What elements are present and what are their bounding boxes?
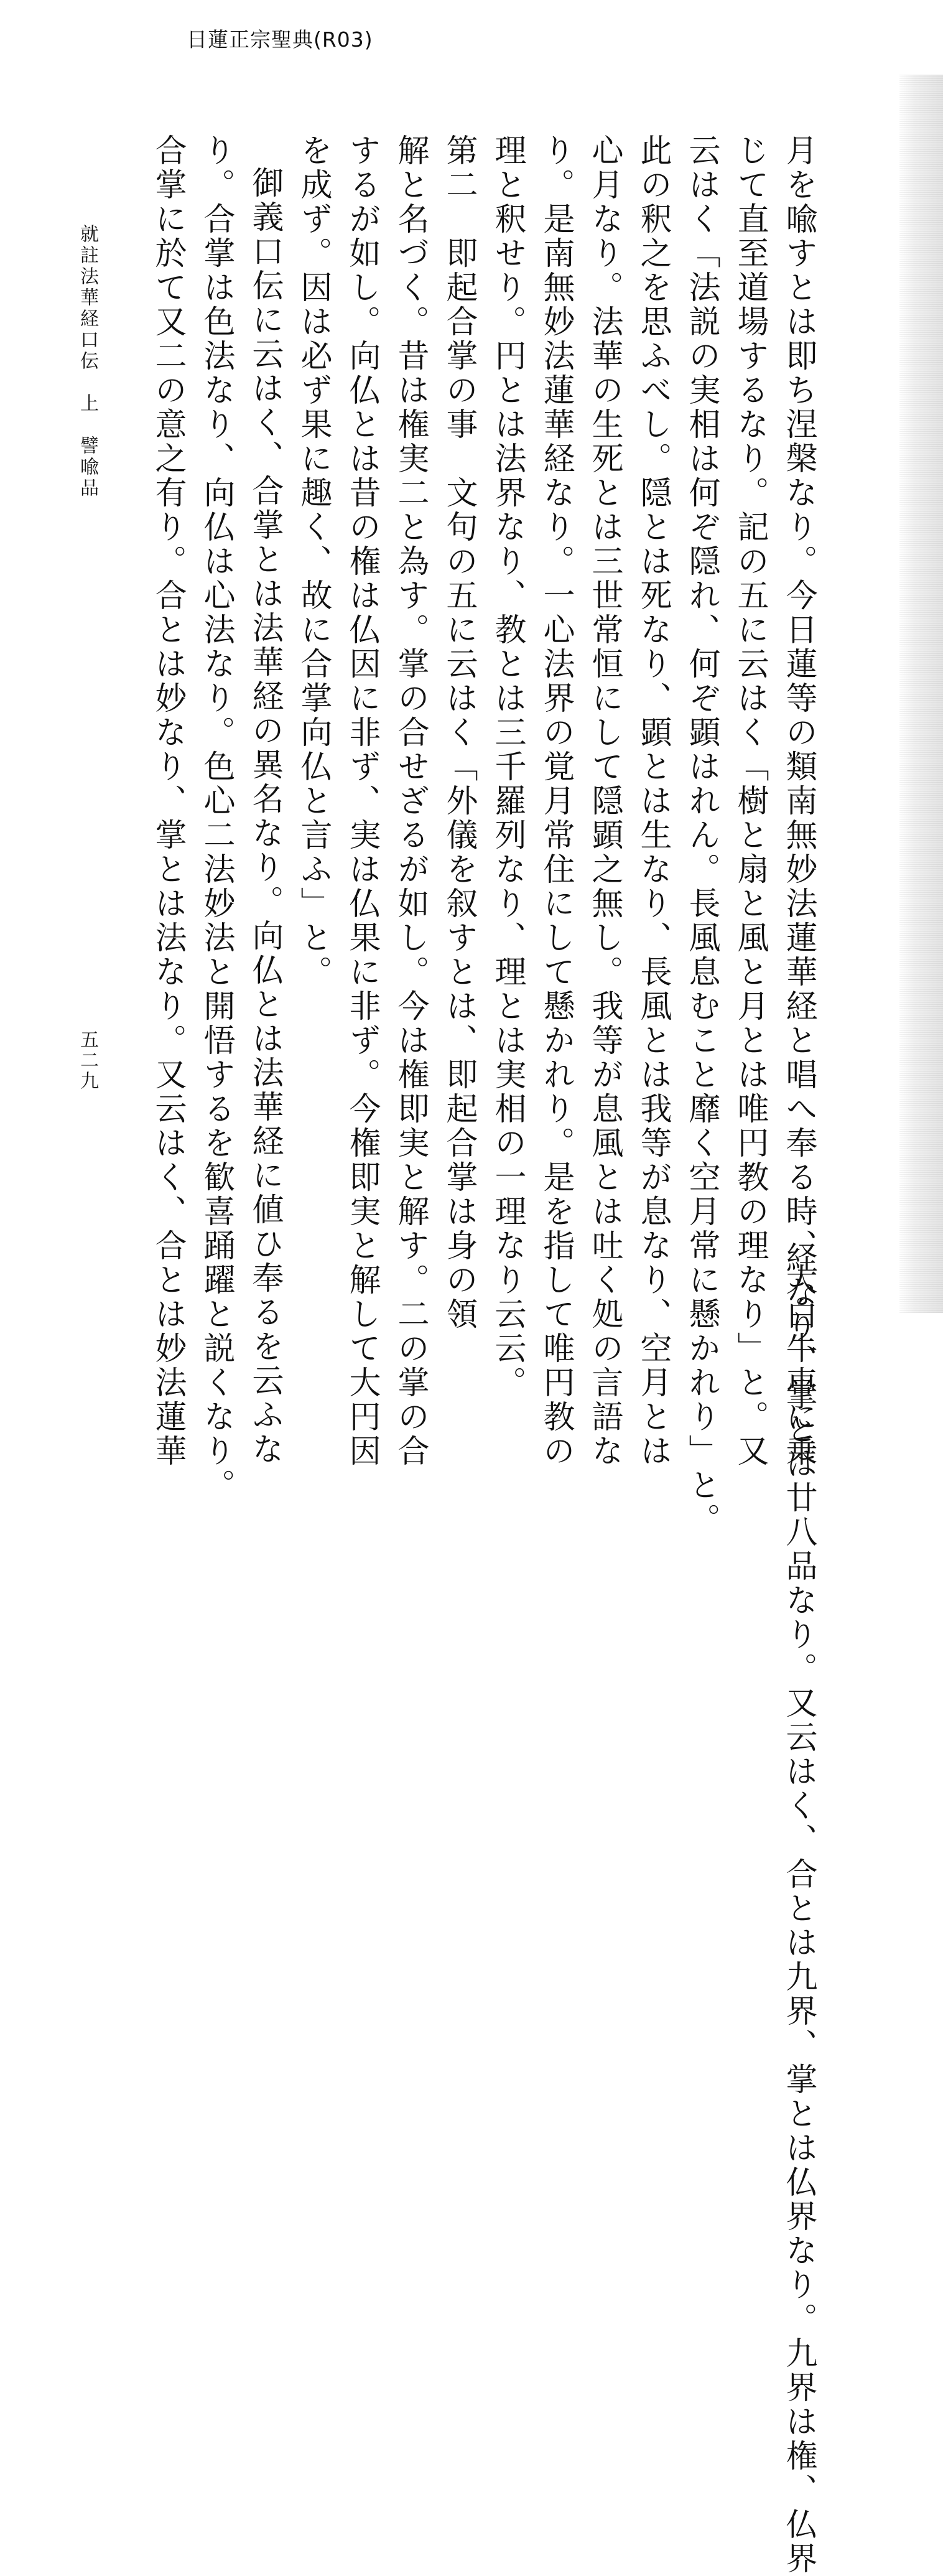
text-column: 云はく「法説の実相は何ぞ隠れ、何ぞ顕はれん。長風息むこと靡く空月常に懸かれり」と。 — [683, 134, 720, 1537]
text-column: 経なり、掌とは廿八品なり。又云はく、合とは九界、掌とは仏界なり。九界は権、仏界 — [780, 1241, 817, 2576]
scan-edge-shading — [899, 75, 943, 1313]
paragraph-start-column: 御義口伝に云はく、合掌とは法華経の異名なり。向仏とは法華経に値ひ奉るを云ふな — [246, 166, 283, 1467]
text-column: するが如し。向仏とは昔の権は仏因に非ず、実は仏果に非ず。今権即実と解して大円因 — [343, 134, 380, 1468]
text-column: り。合掌は色法なり、向仏は心法なり。色心二法妙法と開悟するを歓喜踊躍と説くなり。 — [198, 134, 235, 1503]
text-column: 心月なり。法華の生死とは三世常恒にして隠顕之無し。我等が息風とは吐く処の言語な — [586, 134, 623, 1468]
page-number: 五二九 — [77, 1030, 98, 1091]
text-column: 合掌に於て又二の意之有り。合とは妙なり、掌とは法なり。又云はく、合とは妙法蓮華 — [149, 134, 186, 1468]
vertical-body-text — [119, 134, 817, 2576]
text-column: 此の釈之を思ふべし。隠とは死なり、顕とは生なり、長風とは我等が息なり、空月とは — [634, 134, 671, 1468]
text-column: り。是南無妙法蓮華経なり。一心法界の覚月常住にして懸かれり。是を指して唯円教の — [537, 134, 574, 1468]
text-column: 理と釈せり。円とは法界なり、教とは三千羅列なり、理とは実相の一理なり云云。 — [489, 134, 526, 1400]
text-column: 解と名づく。昔は権実二と為す。掌の合せざるが如し。今は権即実と解す。二の掌の合 — [392, 134, 429, 1468]
running-title: 就註法華経口伝 上 譬喩品 — [77, 224, 98, 499]
text-column: を成ず。因は必ず果に趣く、故に合掌向仏と言ふ」と。 — [295, 134, 332, 989]
text-column: じて直至道場するなり。記の五に云はく「樹と扇と風と月とは唯円教の理なり」と。又 — [732, 134, 768, 1468]
section-heading-column: 第二 即起合掌の事 文句の五に云はく「外儀を叙すとは、即起合掌は身の領 — [440, 134, 477, 1332]
document-header-title: 日蓮正宗聖典(R03) — [187, 27, 373, 52]
text-column: 月を喩すとは即ち涅槃なり。今日蓮等の類南無妙法蓮華経と唱へ奉る時、大白牛車に乗 — [780, 134, 817, 1468]
